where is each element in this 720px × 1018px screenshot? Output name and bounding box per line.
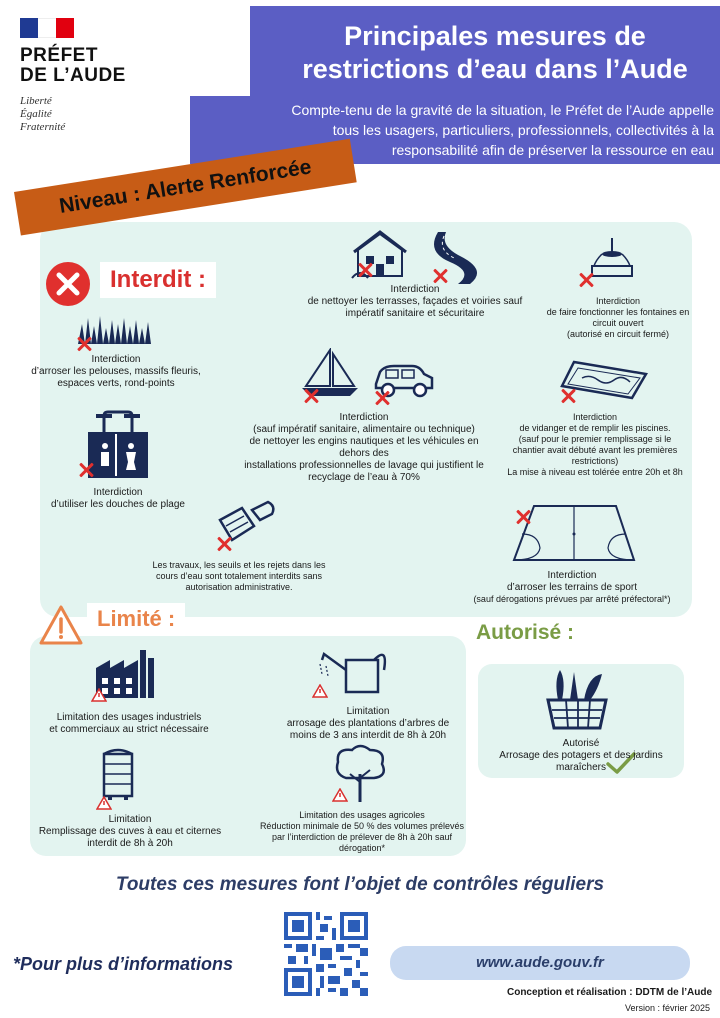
warning-small-icon (91, 688, 107, 702)
rule-line: (sauf pour le premier remplissage si le (518, 434, 672, 444)
limit-text-arrosage-arbres (268, 706, 468, 742)
limit-text-industriels (34, 712, 224, 736)
rule-line: Limitation des usages agricoles (299, 810, 425, 820)
rule-line: Interdiction (547, 570, 597, 581)
rule-line: Limitation des usages industriels (56, 712, 202, 723)
rule-text-piscines (500, 412, 690, 478)
prefecture-logo (20, 46, 126, 86)
republic-motto (20, 95, 65, 134)
warning-small-icon (332, 788, 348, 802)
qr-code-icon[interactable] (284, 912, 368, 996)
rule-line: (sauf dérogations prévues par arrêté préfectoral*) (473, 594, 671, 604)
rule-line: (autorisé en circuit fermé) (566, 329, 670, 339)
motto-liberte: Liberté (20, 95, 52, 107)
vegetable-basket-icon (544, 666, 610, 730)
more-info-label: *Pour plus d’informations (13, 954, 234, 974)
cross-icon (357, 262, 373, 278)
rule-line: de nettoyer les engins nautiques et les véhicules en (249, 436, 479, 447)
cross-icon (303, 388, 319, 404)
title-line: restrictions d’eau dans l’Aude (302, 54, 688, 84)
rule-line: restrictions) (571, 456, 619, 466)
rule-line: chantier avait débuté avant les premières (512, 445, 678, 455)
rule-line: dérogation* (338, 843, 386, 853)
subtitle-line: tous les usagers, particuliers, professionnels, collectivités à la (332, 122, 714, 138)
rule-text-terrains-sport (454, 570, 690, 605)
rule-line: Remplissage des cuves à eau et citernes (38, 826, 222, 837)
limite-label: Limité : (87, 603, 185, 635)
limit-text-cuves (32, 814, 228, 850)
rule-text-terrasses (260, 284, 570, 320)
alert-level-banner (14, 139, 357, 236)
rule-line: Interdiction (390, 284, 440, 295)
rule-line: de nettoyer les terrasses, façades et voiries sauf (307, 296, 523, 307)
cross-icon (76, 336, 92, 352)
rule-line: Autorisé (562, 738, 600, 749)
cross-icon (374, 390, 390, 406)
limit-text-agricoles (256, 810, 468, 854)
rule-line: de vidanger et de remplir les piscines. (519, 423, 671, 433)
rule-line: Interdiction (339, 412, 389, 423)
rule-line: interdit de 8h à 20h (87, 838, 173, 849)
fountain-icon (588, 236, 636, 280)
version-text: Version : février 2025 (624, 1003, 710, 1013)
rule-line: Interdiction (572, 412, 618, 422)
rule-line: dehors des (339, 448, 389, 459)
logo-line1: PRÉFET (20, 45, 98, 66)
subtitle-line: responsabilité afin de préserver la ressource en eau (391, 142, 714, 158)
cross-icon (578, 272, 594, 288)
title-banner (250, 6, 720, 98)
marianne-flag-icon (20, 18, 74, 38)
subtitle-line: Compte-tenu de la gravité de la situation, le Préfet de l’Aude appelle (291, 102, 714, 118)
cross-icon (432, 268, 448, 284)
website-link[interactable]: www.aude.gouv.fr (476, 954, 604, 971)
page-title (250, 20, 720, 86)
rule-line: d’arroser les pelouses, massifs fleuris, (31, 366, 201, 377)
cross-icon (560, 388, 576, 404)
warning-small-icon (312, 684, 328, 698)
rule-text-douches (40, 487, 196, 511)
rule-line: (sauf impératif sanitaire, alimentaire ou technique) (253, 424, 475, 435)
rule-line: de faire fonctionner les fontaines en (546, 307, 690, 317)
rule-line: Les travaux, les seuils et les rejets dans les (152, 560, 326, 570)
rule-text-fontaines (538, 296, 698, 340)
rule-line: par l’interdiction de prélever de 8h à 20h sauf (271, 832, 453, 842)
watering-can-icon (318, 640, 390, 696)
rule-line: Interdiction (93, 487, 143, 498)
rule-line: moins de 3 ans interdit de 8h à 20h (289, 730, 447, 741)
motto-egalite: Égalité (20, 108, 52, 120)
warning-icon (38, 604, 84, 646)
cross-icon (78, 462, 94, 478)
rule-text-pelouses (28, 354, 204, 390)
autorise-text-potagers (486, 738, 676, 774)
motto-fraternite: Fraternité (20, 121, 66, 133)
rule-line: autorisation administrative. (185, 582, 293, 592)
logo-line2: DE L’AUDE (20, 65, 126, 86)
rule-line: d’utiliser les douches de plage (51, 499, 185, 510)
rule-line: et commerciaux au strict nécessaire (49, 724, 209, 735)
rule-line: Interdiction (91, 354, 141, 365)
rule-line: La mise à niveau est tolérée entre 20h et 8h (507, 467, 683, 477)
autorise-label: Autorisé : (466, 618, 584, 648)
rule-line: d’arroser les terrains de sport (506, 582, 638, 593)
rule-line: Interdiction (595, 296, 641, 306)
rule-line: Limitation (346, 706, 390, 717)
rule-line: arrosage des plantations d’arbres de (286, 718, 450, 729)
rule-line: maraîchers (555, 762, 606, 773)
rule-line: recyclage de l’eau à 70% (308, 472, 420, 483)
cross-icon (515, 509, 531, 525)
rule-text-travaux (142, 560, 336, 593)
forbidden-icon (44, 260, 94, 310)
rule-line: impératif sanitaire et sécuritaire (345, 308, 485, 319)
rule-line: Limitation (108, 814, 152, 825)
alert-level-label: Niveau : Alerte Renforcée (57, 155, 313, 218)
controls-notice: Toutes ces mesures font l’objet de contrôles réguliers (115, 874, 605, 895)
rule-text-vehicules (222, 412, 506, 484)
beach-shower-icon (88, 410, 148, 480)
rule-line: installations professionnelles de lavage qui justifient le (244, 460, 484, 471)
rule-line: Arrosage des potagers et des jardins (499, 750, 663, 761)
rule-line: cours d’eau sont totalement interdits sans (155, 571, 323, 581)
cross-icon (216, 536, 232, 552)
credit-text: Conception et réalisation : DDTM de l’Aude (506, 987, 712, 998)
interdit-label: Interdit : (100, 262, 216, 298)
boat-car-icon (300, 348, 440, 404)
rule-line: circuit ouvert (592, 318, 644, 328)
warning-small-icon (96, 796, 112, 810)
rule-line: espaces verts, rond-points (57, 378, 175, 389)
rule-line: Réduction minimale de 50 % des volumes prélevés (259, 821, 465, 831)
water-tank-icon (100, 746, 136, 802)
title-line: Principales mesures de (344, 21, 646, 51)
